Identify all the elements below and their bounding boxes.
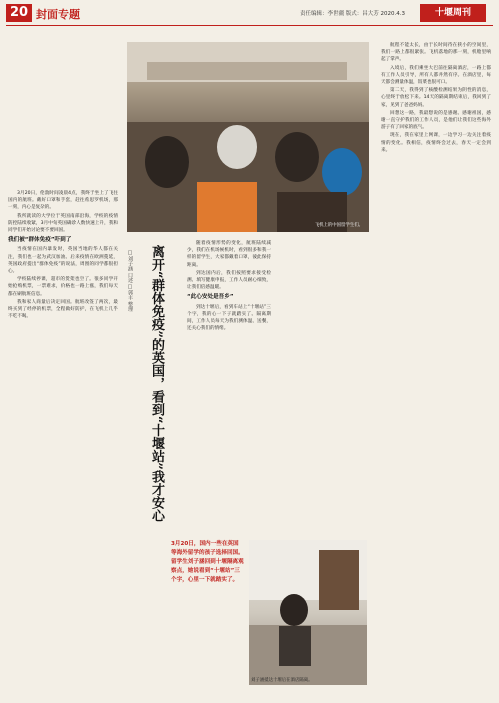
page-number: 20 (6, 4, 32, 22)
paragraph: 随着疫情形势的变化，航班陆续减少，我们在机场候机时，看到很多和我一样的留学生，大家都戴着口罩，彼此保持距离。 (187, 241, 271, 268)
paragraph: 到达十堰后，看到车站上“十堰站”三个字，我的心一下子就踏实了。隔离期间，工作人员每天为我们测体温、送餐，还关心我们的情绪。 (187, 304, 271, 332)
photo-caption: 刘子涵抵达十堰后在酒店隔离。 (251, 678, 313, 683)
editor-credits: 责任编辑：李世疆 版式：昌大芳 2020.4.3 (300, 11, 405, 17)
paragraph: 入境后，我们乘坐大巴前往隔离酒店，一路上都有工作人员引导，所有人都井然有序。在酒店里，每天都会测量体温，饭菜也很可口。 (381, 65, 491, 86)
page-header (0, 0, 499, 26)
airplane-cabin-photo (127, 42, 369, 232)
paragraph: 现在，我在家里上网课，一边学习一边关注着疫情的变化。我相信，疫情终会过去，春天一定会到来。 (381, 133, 491, 153)
article-column-left (8, 190, 118, 695)
header-rule (6, 25, 493, 26)
paragraph: 3月20日，伦敦时间凌晨4点，我终于坐上了飞往国内的航班。戴好口罩和手套，赶往希思罗机场，那一刻，内心是复杂的。 (8, 191, 118, 211)
article-column-right (381, 42, 491, 692)
paragraph: 当疫情在国内暴发时，英国当地的华人都在关注，我们也一起为武汉加油。后来疫情在欧洲蔓延，英国政府提出“群体免疫”的说法，周围的同学都很担心。 (8, 247, 118, 275)
airplane-cabin-illustration (127, 42, 369, 232)
hotel-quarantine-photo (249, 540, 367, 685)
paragraph: 学校陆续停课，超市的货架也空了。很多同学开始抢购机票，一票难求，价格也一路上涨，我们每天都在刷航班信息。 (8, 277, 118, 297)
section-title: 封面专题 (36, 8, 80, 21)
photo-caption: 飞机上的中国留学生们。 (314, 223, 363, 228)
article-column-middle (187, 240, 271, 535)
paragraph: 第二天，我得到了核酸检测结果为阴性的消息，心里终于放松下来。14天的隔离期结束后，我回到了家，见到了爸爸妈妈。 (381, 88, 491, 108)
article-summary: 3月20日，国内一些在英国等海外留学的孩子选择回国。留学生刘子涵回到十堰隔离观察点，她说看到“十堰站”三个字，心里一下就踏实了。 (171, 541, 244, 583)
paragraph: 到达国内后，我们按照要求接受检测、填写健康申报，工作人员耐心细致，让我们倍感温暖。 (187, 270, 271, 291)
subheading: “此心安处是吾乡” (187, 294, 234, 301)
publication-brand: 十堰周刊 (420, 4, 486, 22)
paragraph: 我所就读的大学位于英国南部沿海，学校的疫情防控陆续收紧，3月中旬英国确诊人数快速上升，我和同学们开始讨论要不要回国。 (8, 213, 118, 234)
paragraph: 我和家人商量后决定回国。航班改签了两次，最终买到了经停的机票，全程做好防护，在飞机上几乎不吃不喝。 (8, 299, 118, 320)
subheading: 我们被“群体免疫”吓到了 (8, 237, 72, 244)
article-title: 离开“群体免疫”的英国，看到“十堰站”我才安心 (149, 245, 164, 522)
byline: □刘子涵 口述 □郭丰 整理 (127, 250, 133, 312)
paragraph: 航程不能太长，由于长时间待在狭小的空间里，我们一路上都很紧张。飞机落地的那一刻，机舱里响起了掌声。 (381, 43, 491, 63)
paragraph: 回想这一路，我最想说的是感谢。感谢祖国，感谢一直守护我们的工作人员，是他们让我们这些海外游子有了回家的底气。 (381, 110, 491, 131)
hotel-room-illustration (249, 540, 367, 685)
